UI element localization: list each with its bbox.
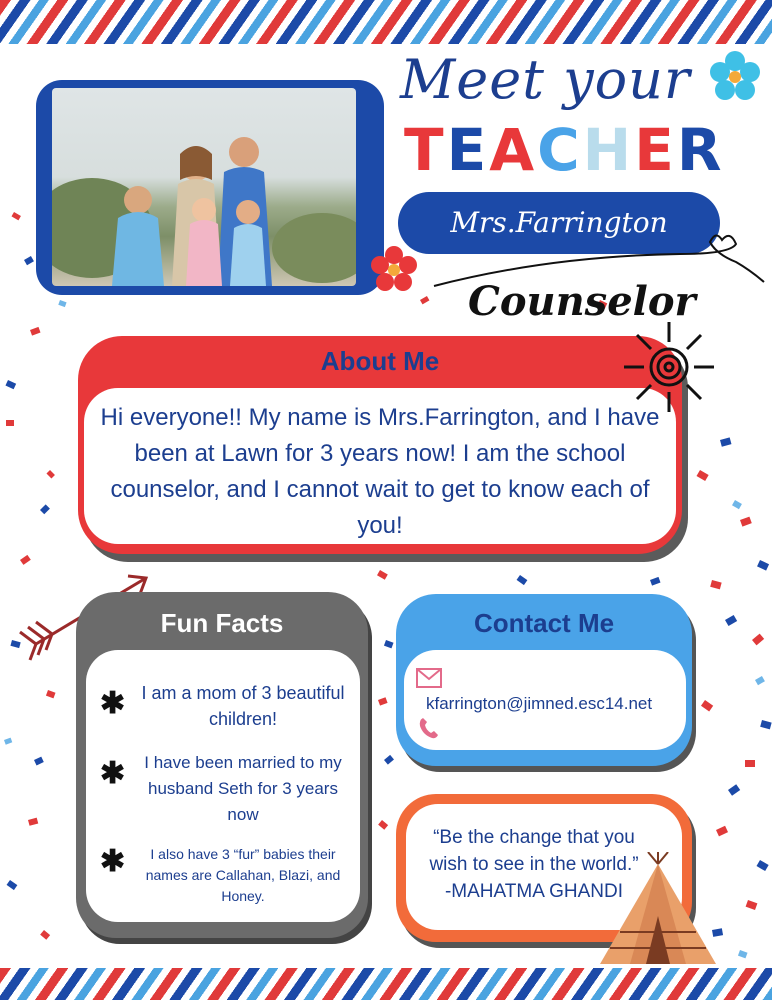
title-letter: A xyxy=(489,116,538,184)
about-me-text: Hi everyone!! My name is Mrs.Farrington, and I have been at Lawn for 3 years now! I am the school counselor, and I cannot wait to get to know each of you! xyxy=(100,404,660,539)
family-photo-illustration xyxy=(52,88,356,286)
tipi-icon xyxy=(596,852,720,968)
contact-me-body xyxy=(404,650,686,750)
about-me-title: About Me xyxy=(320,346,440,376)
fun-fact-text: I am a mom of 3 beautiful children! xyxy=(141,683,345,729)
title-letter: H xyxy=(582,116,635,184)
title-teacher xyxy=(404,116,725,184)
mail-icon xyxy=(416,668,442,688)
contact-me-title: Contact Me xyxy=(473,608,615,638)
title-letter: C xyxy=(537,116,583,184)
flower-icon xyxy=(708,50,762,104)
teacher-name: Mrs.Farrington xyxy=(398,192,720,254)
asterisk-icon: ✱ xyxy=(100,845,126,878)
flower-icon xyxy=(368,244,420,296)
quote-line: “Be the change that you wish to see in the world.” xyxy=(429,827,639,875)
photo-frame xyxy=(36,80,384,295)
contact-me-card xyxy=(396,594,692,766)
title-letter: T xyxy=(404,116,447,184)
fun-facts-title: Fun Facts xyxy=(160,608,284,638)
sun-swirl-icon xyxy=(620,318,718,416)
fun-facts-card xyxy=(76,592,368,938)
about-me-body xyxy=(84,388,676,544)
fun-facts-body xyxy=(86,650,360,922)
about-me-card xyxy=(78,336,682,554)
title-script: Meet your xyxy=(400,48,691,111)
family-photo xyxy=(52,88,356,286)
contact-email[interactable]: kfarrington@jimned.esc14.net xyxy=(426,694,653,713)
role-title: Counselor xyxy=(468,278,696,325)
fun-fact-text: I have been married to my husband Seth for 3 years now xyxy=(144,753,342,824)
phone-icon xyxy=(418,716,440,740)
quote-author: -MAHATMA GHANDI xyxy=(444,881,624,902)
asterisk-icon: ✱ xyxy=(100,757,126,790)
title-letter: E xyxy=(634,116,677,184)
fun-fact-text: I also have 3 “fur” babies their names are Callahan, Blazi, and Honey. xyxy=(145,846,341,904)
title-letter: R xyxy=(676,116,725,184)
asterisk-icon: ✱ xyxy=(100,687,126,720)
title-letter: E xyxy=(446,116,490,184)
